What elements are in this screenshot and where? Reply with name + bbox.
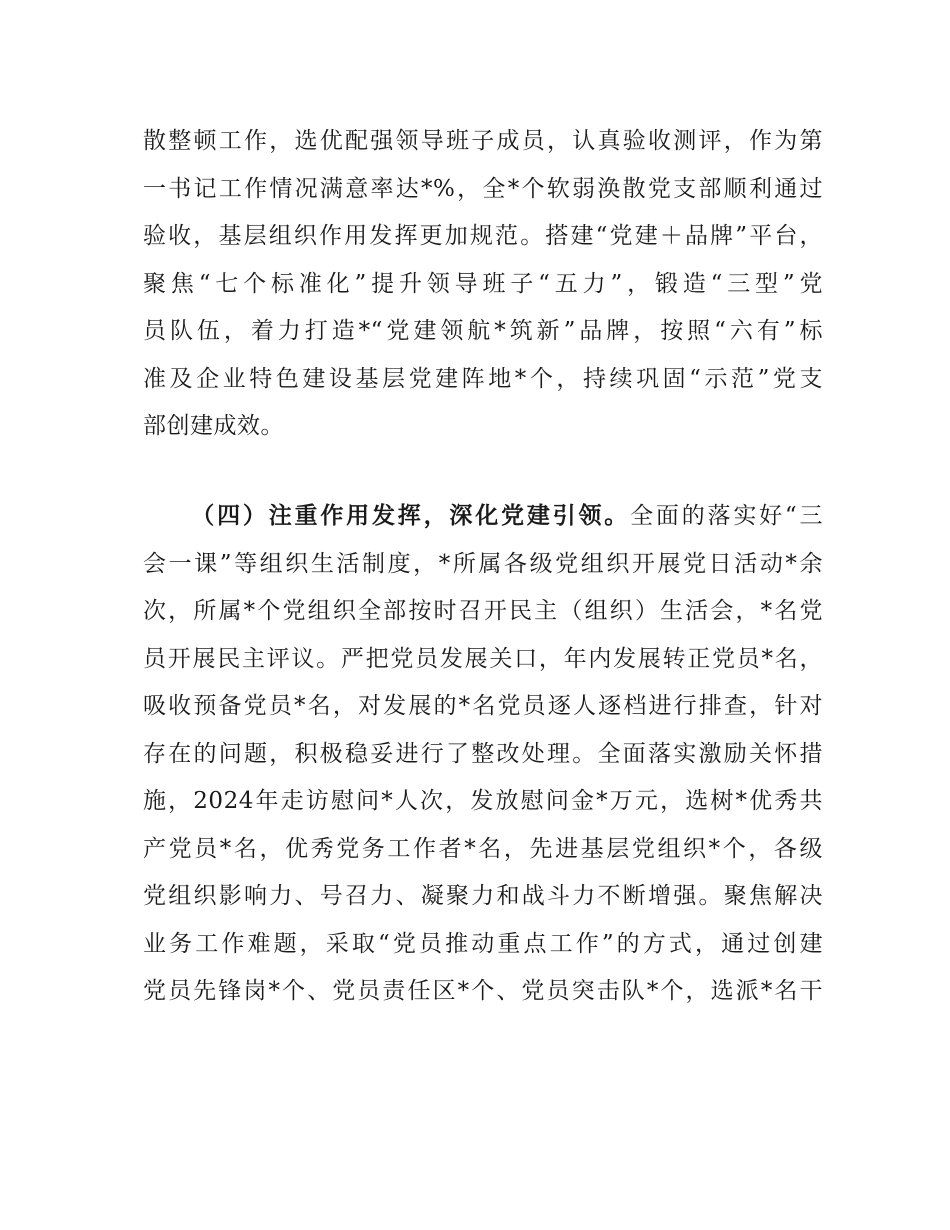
paragraph-1 [143, 118, 823, 451]
paragraph-1-line: 准及企业特色建设基层党建阵地*个，持续巩固“示范”党支 [143, 365, 823, 392]
paragraph-2-first-line-text: 全面的落实好“三 [630, 503, 824, 529]
paragraph-1-line: 员队伍，着力打造*“党建领航*筑新”品牌，按照“六有”标 [143, 318, 823, 344]
paragraph-2-line: 党组织影响力、号召力、凝聚力和战斗力不断增强。聚焦解决 [143, 883, 823, 909]
paragraph-2-line: 业务工作难题，采取“党员推动重点工作”的方式，通过创建 [143, 930, 823, 957]
paragraph-1-line: 散整顿工作，选优配强领导班子成员，认真验收测评，作为第 [143, 128, 823, 154]
paragraph-2-line: 员开展民主评议。严把党员发展关口，年内发展转正党员*名， [143, 645, 823, 672]
paragraph-1-line: 部创建成效。 [143, 413, 284, 439]
paragraph-2-line: 产党员*名，优秀党务工作者*名，先进基层党组织*个，各级 [143, 835, 823, 862]
paragraph-1-line: 聚焦“七个标准化”提升领导班子“五力”，锻造“三型”党 [143, 270, 823, 297]
section-heading: （四）注重作用发挥，深化党建引领。 [189, 502, 631, 529]
paragraph-1-line: 验收，基层组织作用发挥更加规范。搭建“党建＋品牌”平台， [143, 223, 823, 249]
paragraph-2 [143, 492, 823, 1016]
paragraph-2-first-line [143, 492, 823, 541]
paragraph-1-line: 一书记工作情况满意率达*%，全*个软弱涣散党支部顺利通过 [143, 175, 823, 202]
paragraph-2-line: 次，所属*个党组织全部按时召开民主（组织）生活会，*名党 [143, 598, 823, 624]
paragraph-2-line: 吸收预备党员*名，对发展的*名党员逐人逐档进行排查，针对 [143, 693, 823, 719]
paragraph-2-line: 存在的问题，积极稳妥进行了整改处理。全面落实激励关怀措 [143, 740, 823, 767]
paragraph-2-line: 党员先锋岗*个、党员责任区*个、党员突击队*个，选派*名干 [143, 978, 823, 1004]
paragraph-2-line: 施，2024年走访慰问*人次，发放慰问金*万元，选树*优秀共 [143, 788, 823, 814]
paragraph-2-line: 会一课”等组织生活制度，*所属各级党组织开展党日活动*余 [143, 550, 823, 577]
